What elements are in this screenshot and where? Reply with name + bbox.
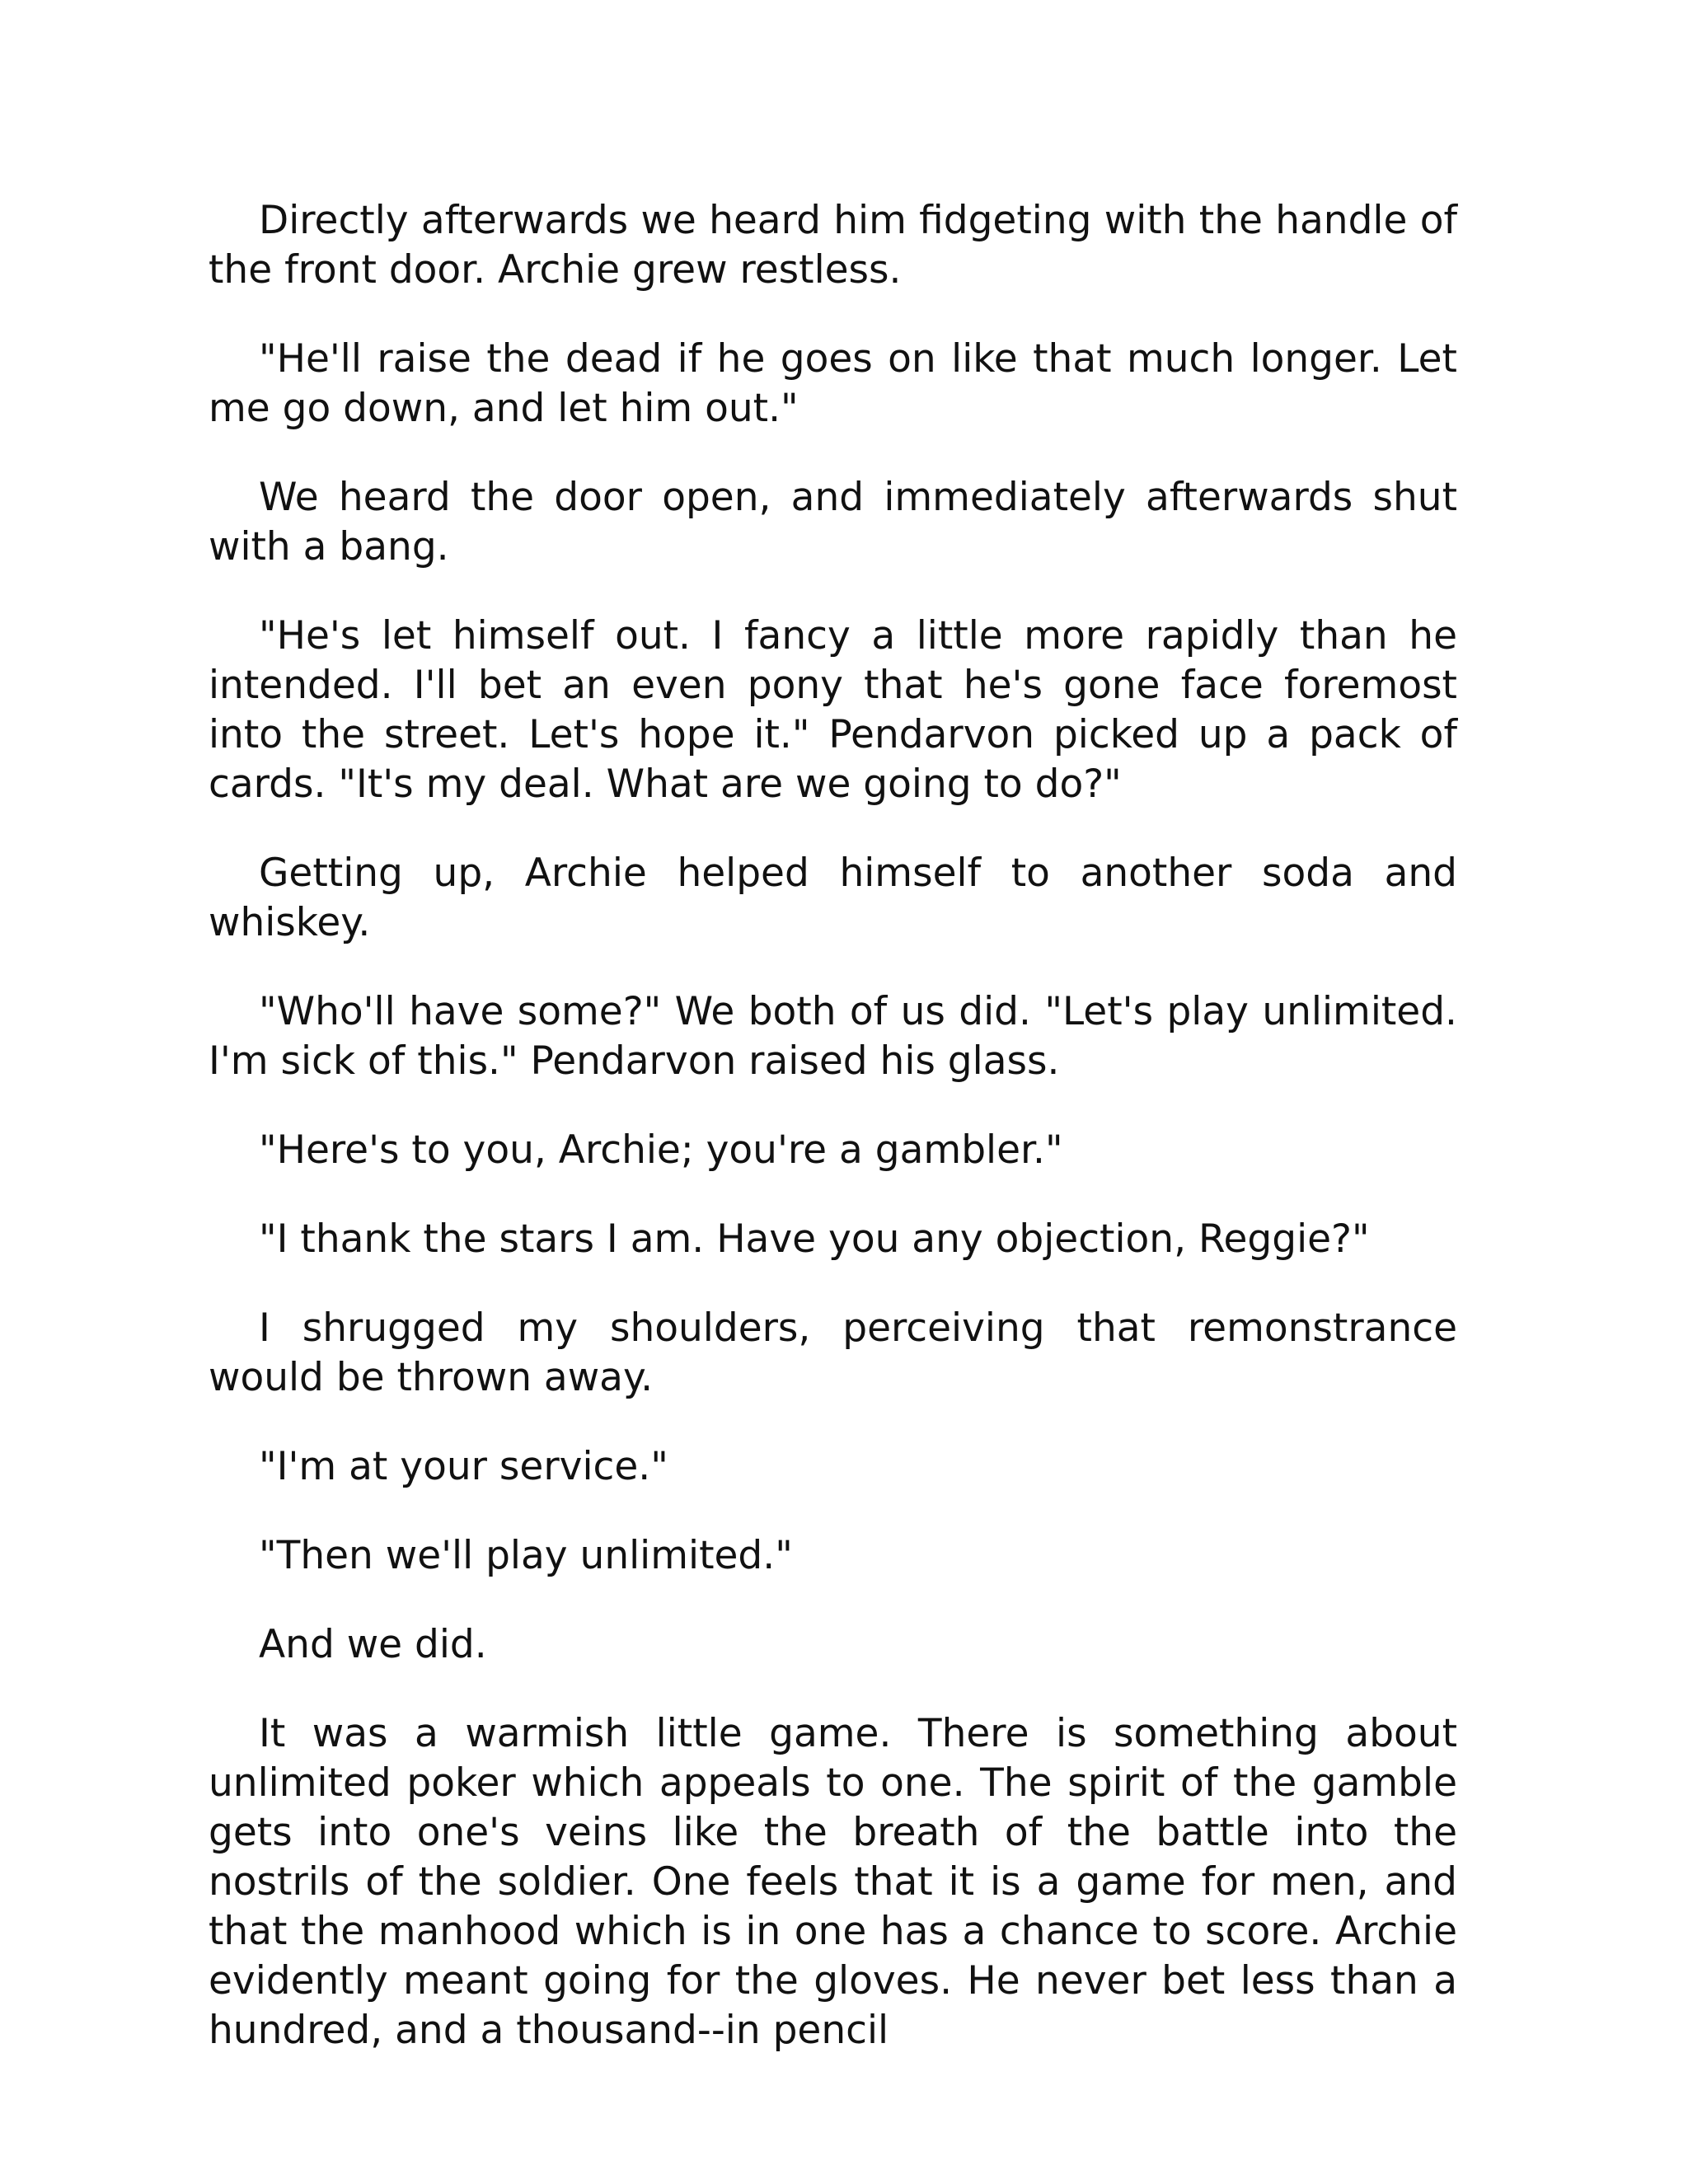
paragraph: "Here's to you, Archie; you're a gambler." — [259, 1127, 1063, 1173]
paragraph: It was a warmish little game. There is something about unlimited poker which appeals to one. The spirit of the gamble gets into one's veins like the breath of the battle into the nostrils of the soldier. One feels that it is a game for men, and that the manhood which is in one has a chance to score. Archie evidently meant going for the gloves. He never bet less than a hundred, and a thousand--in pencil — [209, 1711, 1457, 2053]
paragraph: And we did. — [259, 1622, 487, 1667]
paragraph: "Who'll have some?" We both of us did. "Let's play unlimited. I'm sick of this." Pendarvon raised his glass. — [209, 989, 1457, 1084]
paragraph: "Then we'll play unlimited." — [259, 1533, 793, 1578]
book-page — [209, 196, 1457, 2055]
paragraph: Directly afterwards we heard him fidgeting with the handle of the front door. Archie grew restless. — [209, 198, 1457, 293]
paragraph: "I thank the stars I am. Have you any objection, Reggie?" — [259, 1216, 1370, 1262]
paragraph: "I'm at your service." — [259, 1444, 668, 1489]
paragraph: "He's let himself out. I fancy a little more rapidly than he intended. I'll bet an even pony that he's gone face foremost into the street. Let's hope it." Pendarvon picked up a pack of cards. "It's my deal. What are we going to do?" — [209, 613, 1457, 807]
paragraph: We heard the door open, and immediately afterwards shut with a bang. — [209, 475, 1457, 569]
paragraph: "He'll raise the dead if he goes on like that much longer. Let me go down, and let him out." — [209, 336, 1457, 431]
paragraph: I shrugged my shoulders, perceiving that remonstrance would be thrown away. — [209, 1305, 1457, 1400]
paragraph: Getting up, Archie helped himself to another soda and whiskey. — [209, 851, 1457, 945]
